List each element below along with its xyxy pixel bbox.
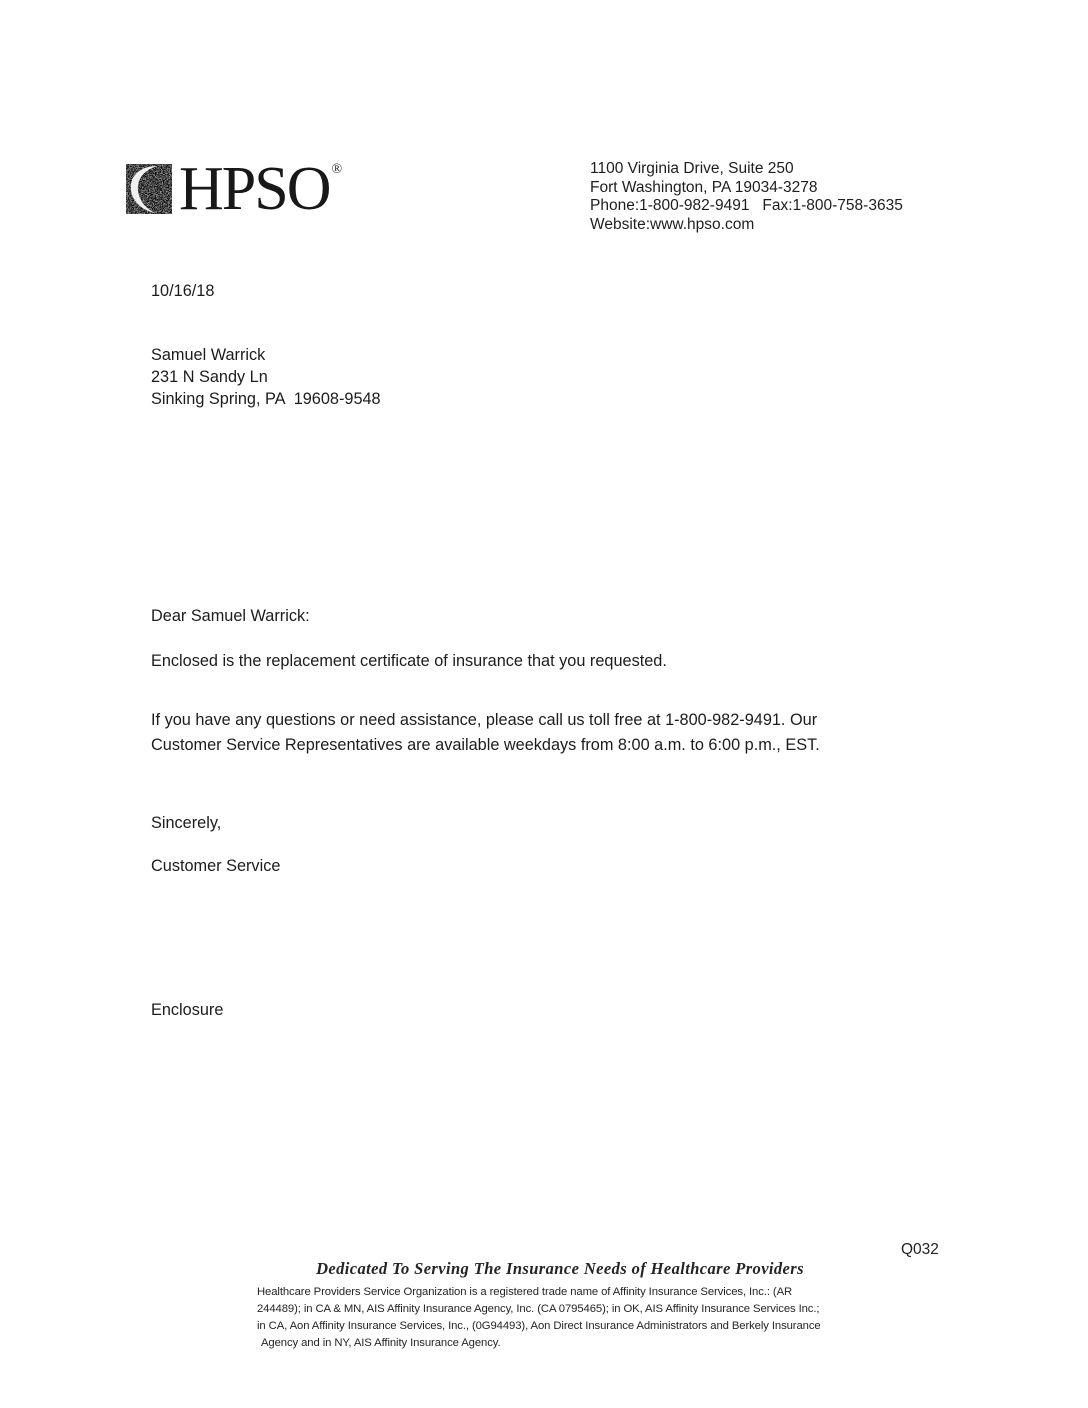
registered-trademark-icon: ® [331, 162, 343, 177]
recipient-address-block [151, 344, 381, 410]
letterhead-address-block [590, 160, 903, 234]
signature-name: Customer Service [151, 857, 281, 875]
address-line-1: 1100 Virginia Drive, Suite 250 [590, 160, 794, 177]
disclaimer-line: 244489); in CA & MN, AIS Affinity Insurance Agency, Inc. (CA 0795465); in OK, AIS Affinity Insurance Services Inc.; [257, 1303, 820, 1315]
hpso-logo [126, 155, 343, 223]
disclaimer-line: in CA, Aon Affinity Insurance Services, Inc., (0G94493), Aon Direct Insurance Administrators and Berkely Insurance [257, 1320, 821, 1332]
closing: Sincerely, [151, 814, 222, 832]
footer-tagline: Dedicated To Serving The Insurance Needs of Healthcare Providers [316, 1259, 804, 1278]
recipient-street: 231 N Sandy Ln [151, 368, 268, 386]
disclaimer-line: Healthcare Providers Service Organization is a registered trade name of Affinity Insurance Services, Inc.: (AR [257, 1286, 793, 1298]
hpso-logo-text: HPSO [179, 155, 330, 223]
body-paragraph-2-line-2: Customer Service Representatives are available weekdays from 8:00 a.m. to 6:00 p.m., EST. [151, 736, 820, 754]
salutation: Dear Samuel Warrick: [151, 607, 310, 625]
letter-date: 10/16/18 [151, 282, 215, 300]
recipient-city-state-zip: Sinking Spring, PA 19608-9548 [151, 390, 381, 408]
phone-fax-line: Phone:1-800-982-9491 Fax:1-800-758-3635 [590, 197, 903, 214]
address-line-2: Fort Washington, PA 19034-3278 [590, 178, 818, 196]
hpso-logo-icon [126, 164, 172, 214]
footer-disclaimer [257, 1284, 821, 1352]
body-paragraph-2-line-1: If you have any questions or need assistance, please call us toll free at 1-800-982-9491. Our [151, 711, 818, 729]
recipient-name: Samuel Warrick [151, 346, 266, 364]
form-code: Q032 [901, 1241, 939, 1258]
enclosure-note: Enclosure [151, 1001, 224, 1019]
body-paragraph-1: Enclosed is the replacement certificate of insurance that you requested. [151, 652, 667, 670]
disclaimer-line: Agency and in NY, AIS Affinity Insurance Agency. [261, 1337, 501, 1349]
body-paragraph-2 [151, 708, 820, 758]
website-line: Website:www.hpso.com [590, 215, 755, 233]
